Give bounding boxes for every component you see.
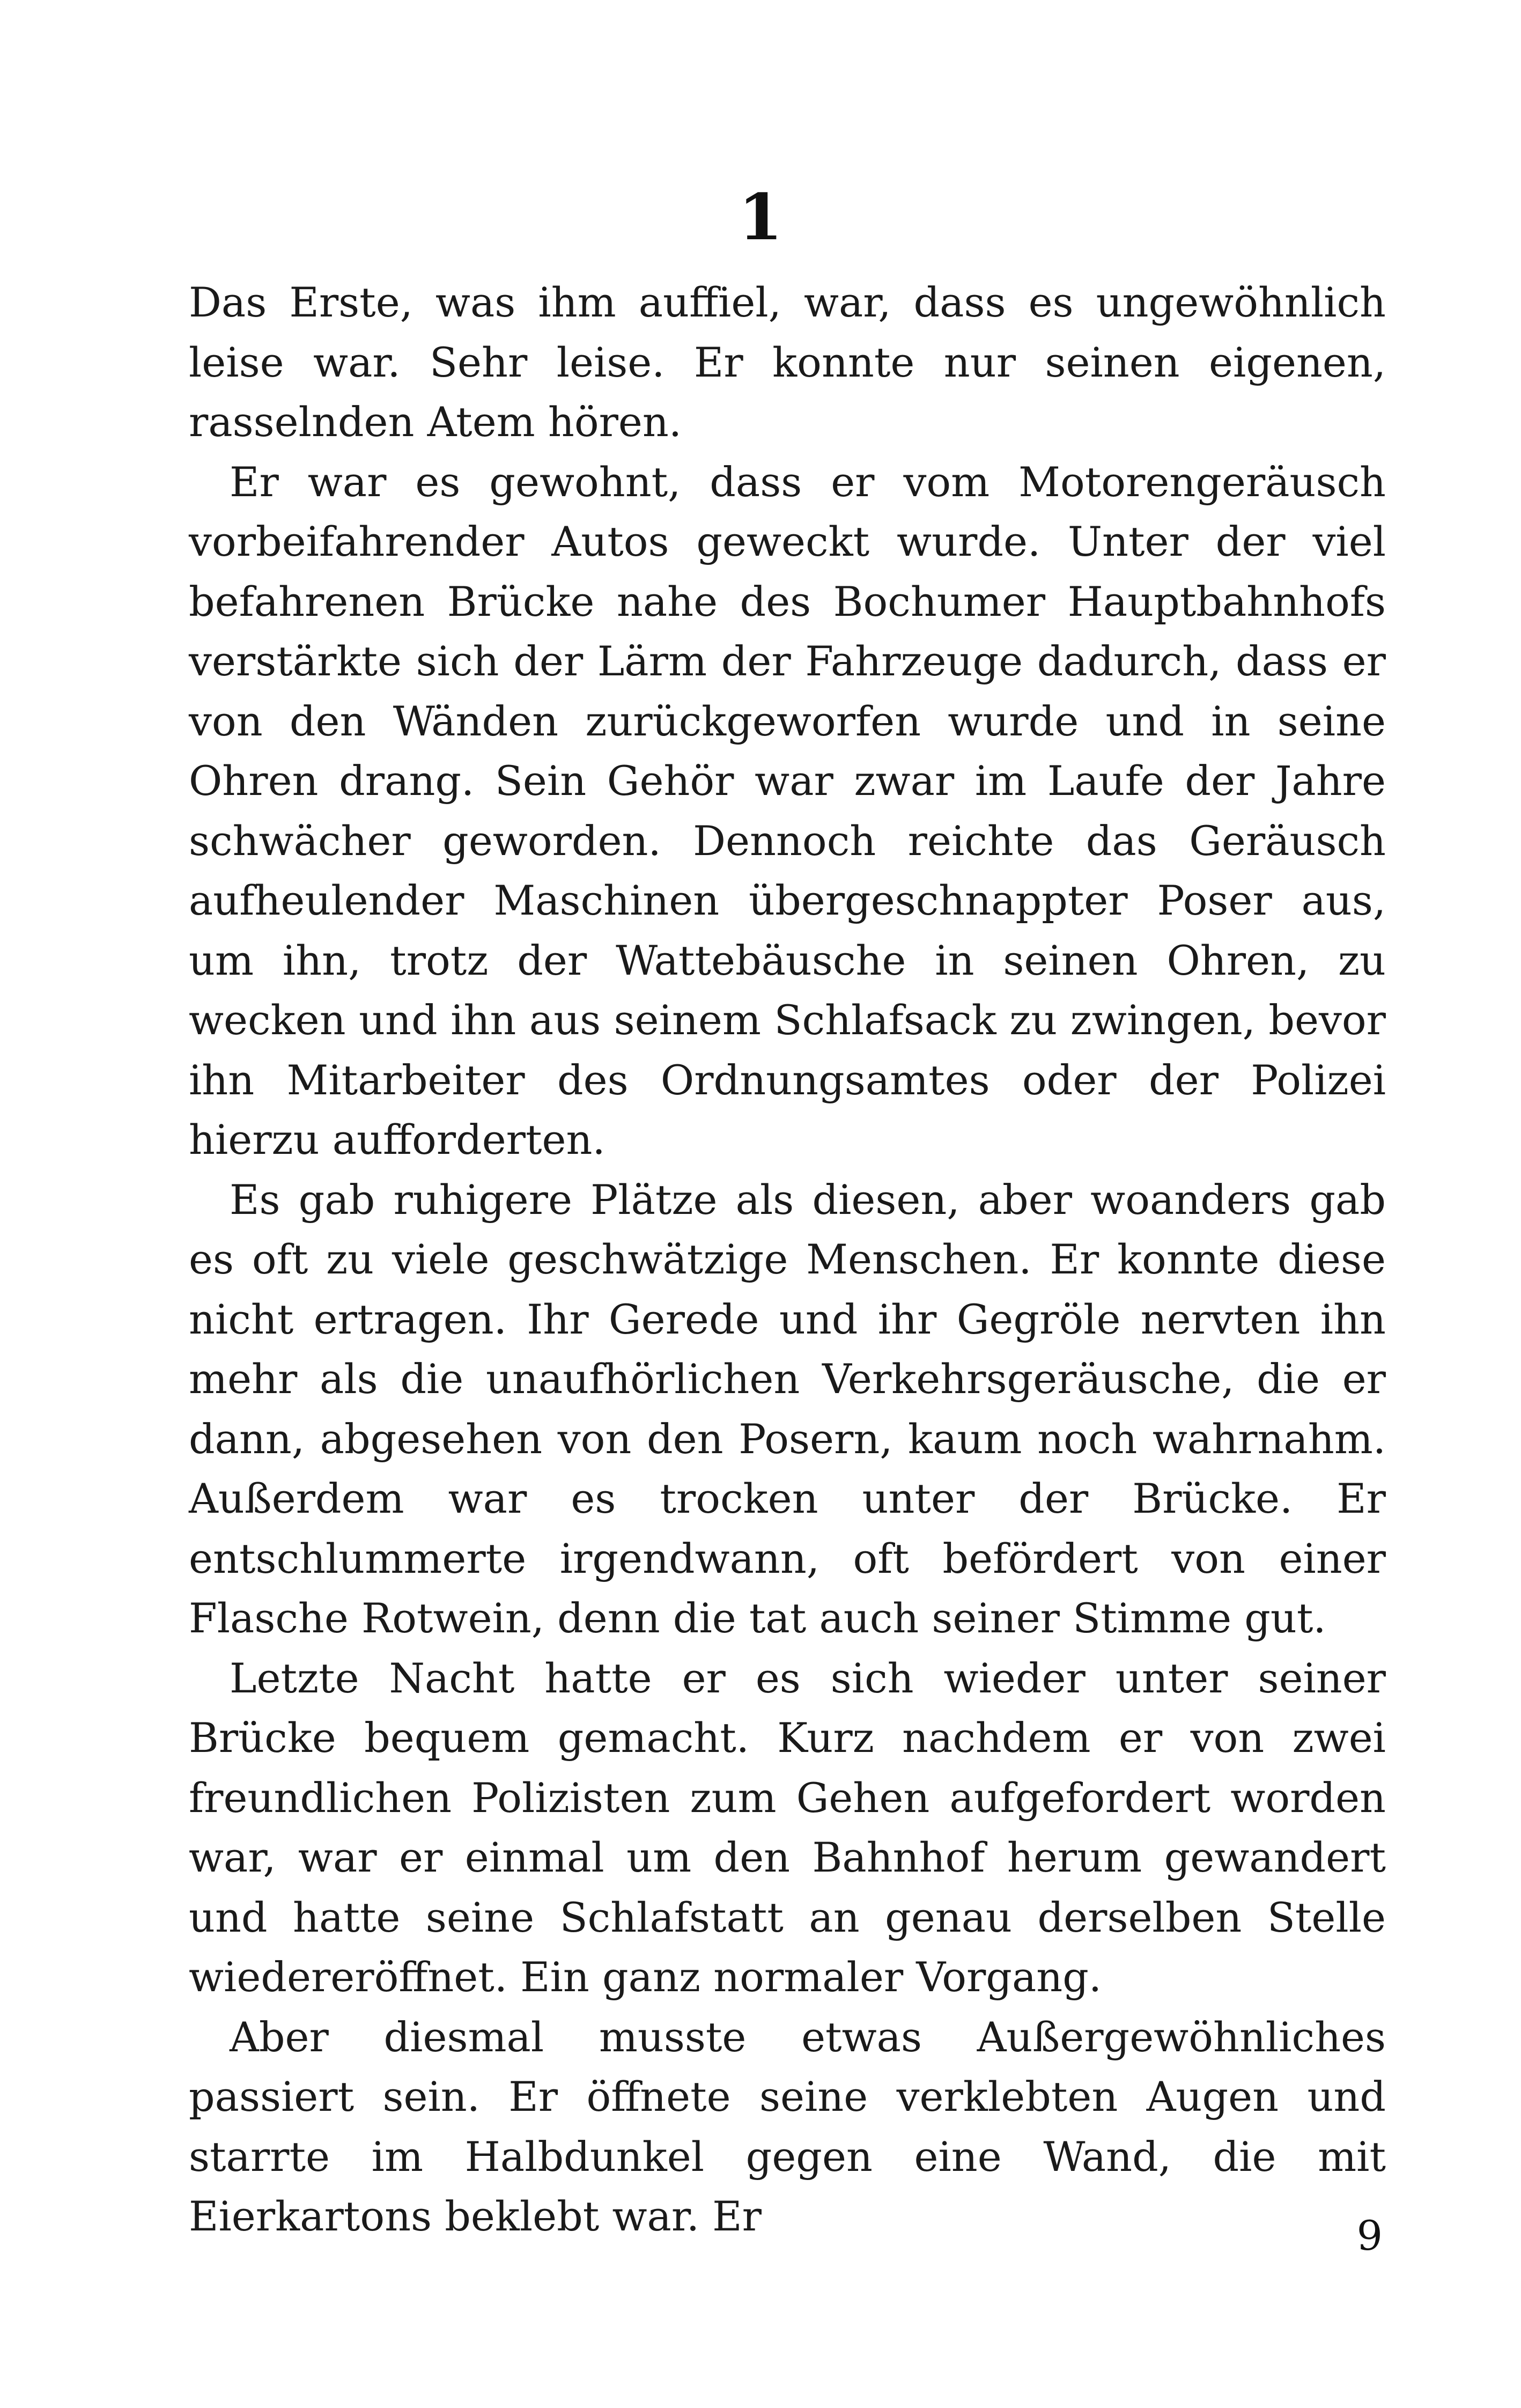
paragraph: Letzte Nacht hatte er es sich wieder unter seiner Brücke bequem gemacht. Kurz nachdem er von zwei freundlichen Polizisten zum Gehen aufgefordert worden war, war er einmal um den Bahnhof herum gewandert und hatte seine Schlafstatt an genau derselben Stelle wiedereröffnet. Ein ganz normaler Vorgang. (189, 1654, 1386, 2001)
paragraph: Das Erste, was ihm auffiel, war, dass es ungewöhnlich leise war. Sehr leise. Er konnte nur seinen eigenen, rasselnden Atem hören. (189, 278, 1386, 446)
chapter-body (189, 273, 1386, 2247)
paragraph: Aber diesmal musste etwas Außergewöhnliches passiert sein. Er öffnete seine verklebten Augen und starrte im Halbdunkel gegen eine Wand, die mit Eierkartons beklebt war. Er (189, 2013, 1386, 2240)
paragraph: Es gab ruhigere Plätze als diesen, aber woanders gab es oft zu viele geschwätzige Menschen. Er konnte diese nicht ertragen. Ihr Gerede und ihr Gegröle nervten ihn mehr als die unaufhörlichen Verkehrsgeräusche, die er dann, abgesehen von den Posern, kaum noch wahrnahm. Außerdem war es trocken unter der Brücke. Er entschlummerte irgendwann, oft befördert von einer Flasche Rotwein, denn die tat auch seiner Stimme gut. (189, 1175, 1386, 1642)
page-number: 9 (1356, 2212, 1383, 2259)
paragraph: Er war es gewohnt, dass er vom Motorengeräusch vorbeifahrender Autos geweckt wurde. Unter der viel befahrenen Brücke nahe des Bochumer Hauptbahnhofs verstärkte sich der Lärm der Fahrzeuge dadurch, dass er von den Wänden zurückgeworfen wurde und in seine Ohren drang. Sein Gehör war zwar im Laufe der Jahre schwächer geworden. Dennoch reichte das Geräusch aufheulender Maschinen übergeschnappter Poser aus, um ihn, trotz der Wattebäusche in seinen Ohren, zu wecken und ihn aus seinem Schlafsack zu zwingen, bevor ihn Mitarbeiter des Ordnungsamtes oder der Polizei hierzu aufforderten. (189, 458, 1386, 1164)
chapter-number: 1 (738, 180, 783, 254)
